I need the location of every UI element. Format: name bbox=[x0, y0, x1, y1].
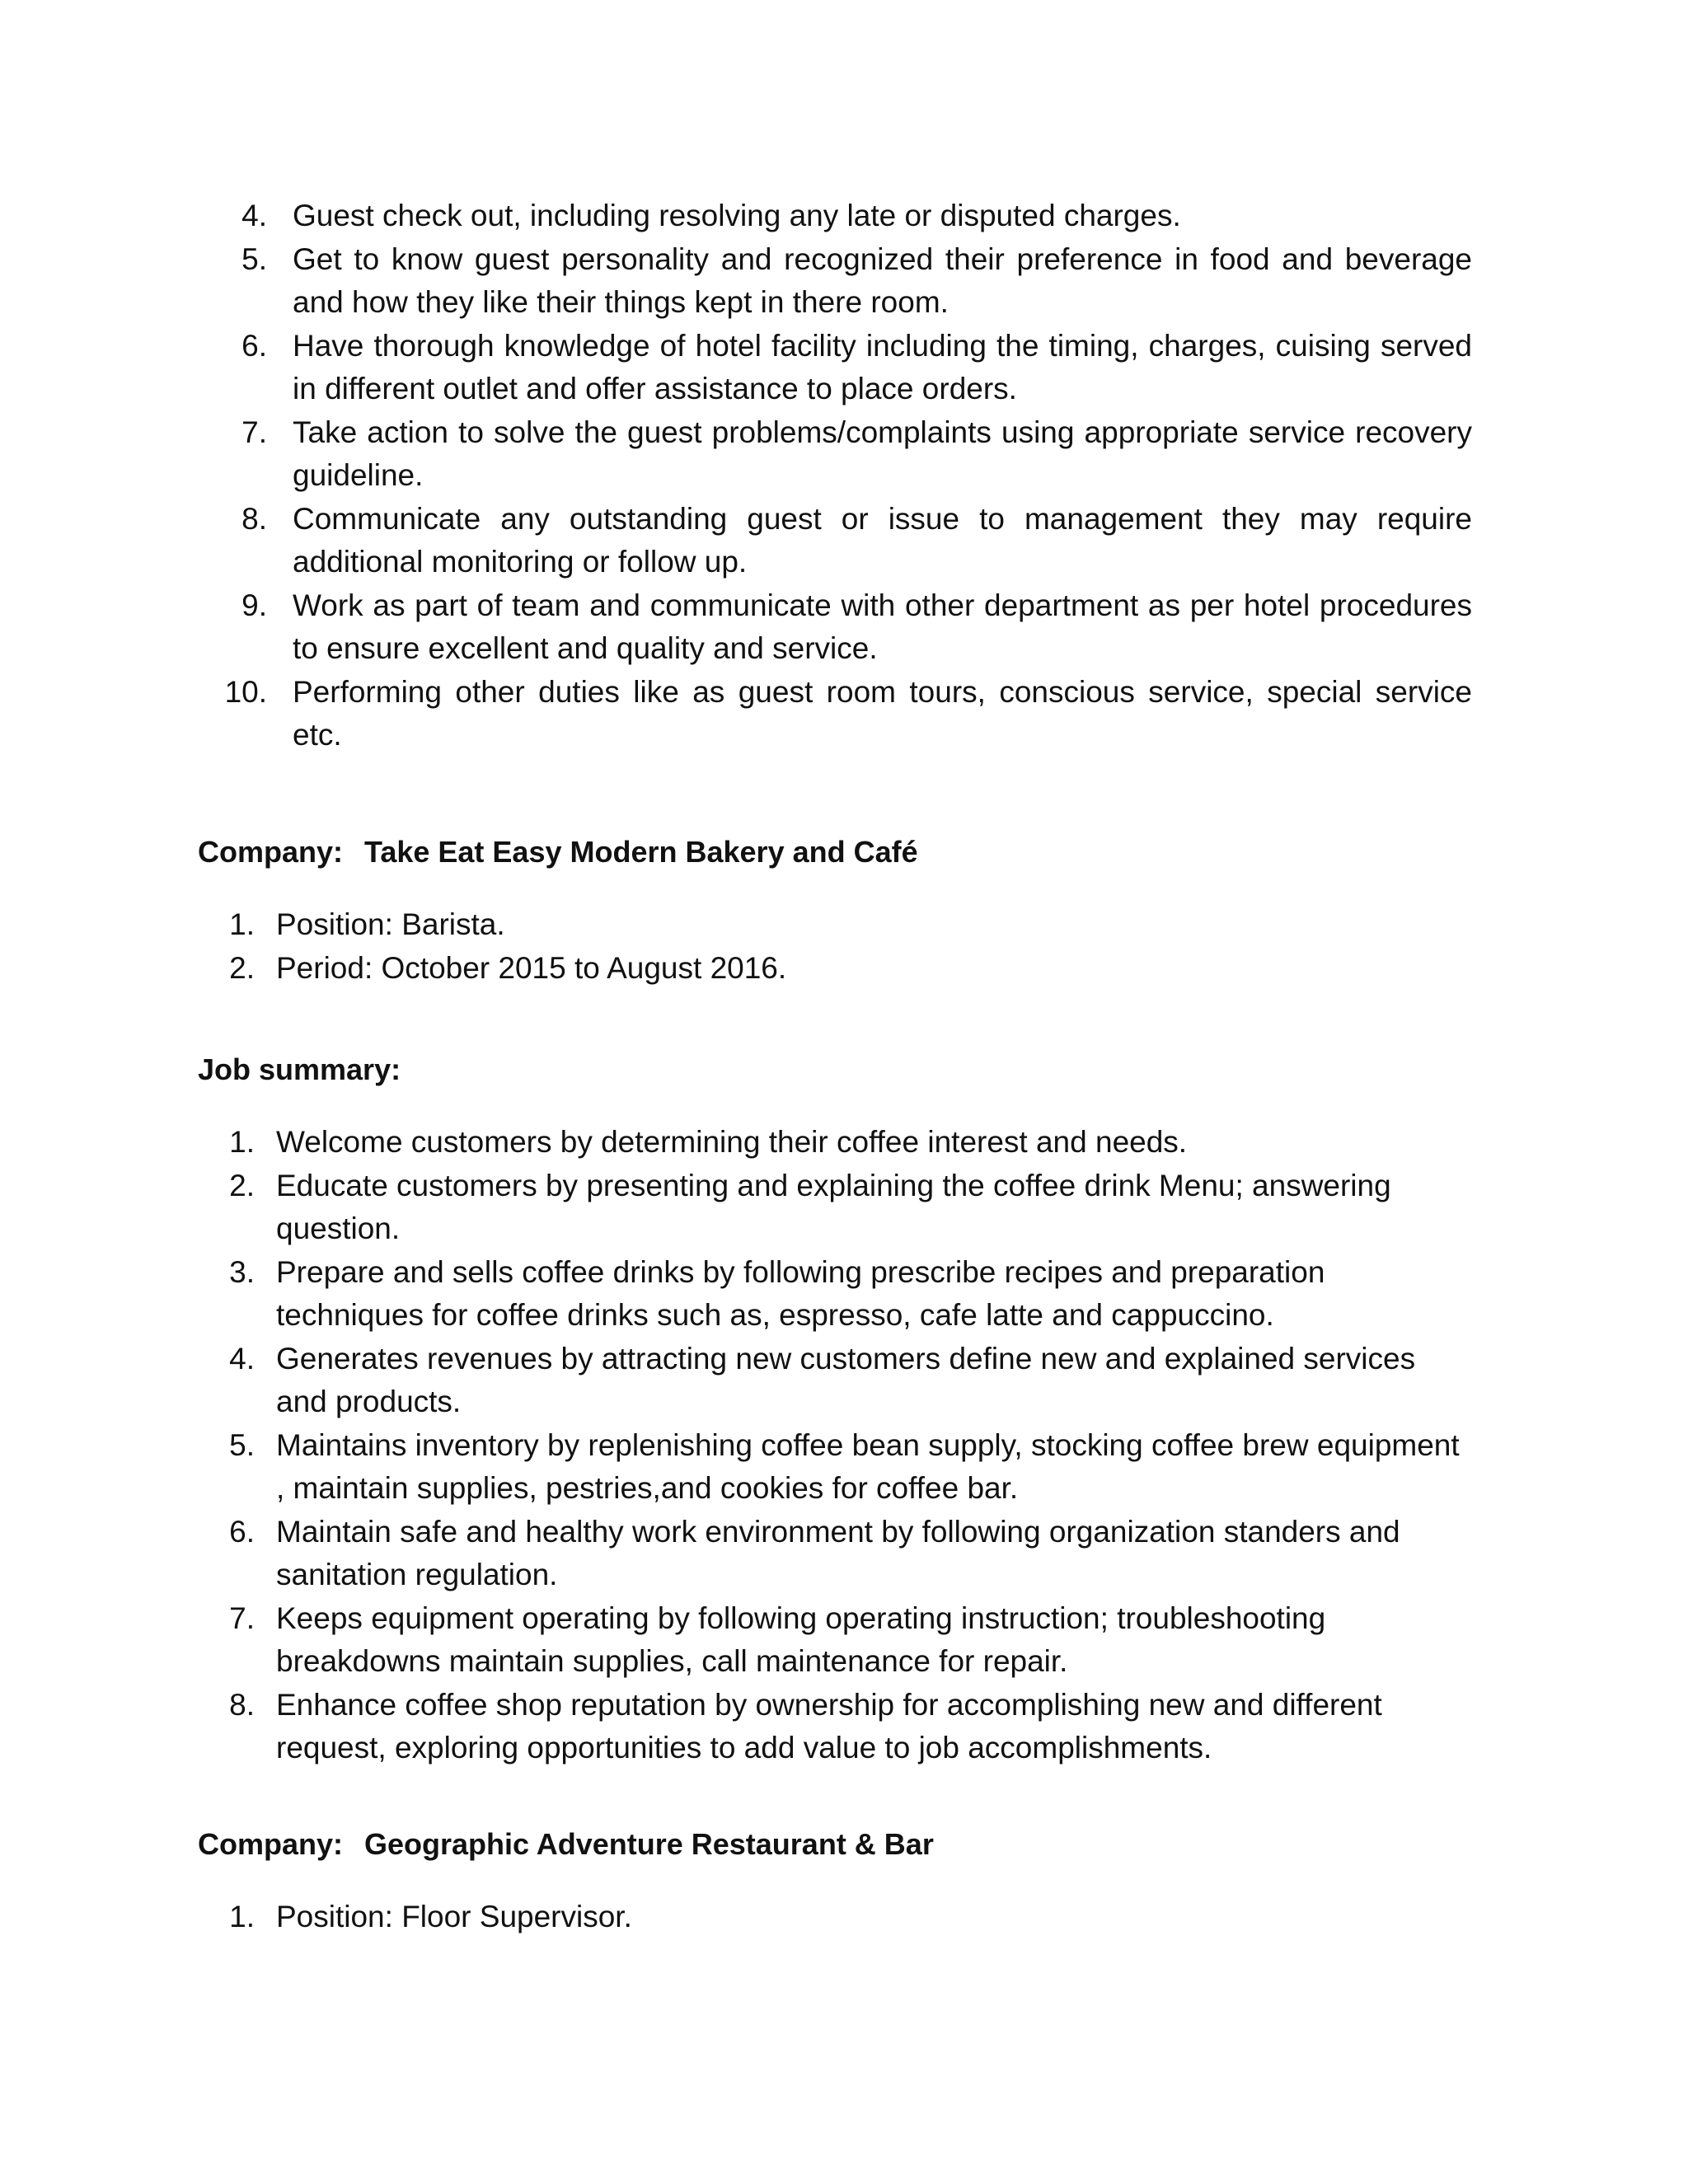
item-number: 5. bbox=[241, 241, 267, 276]
company-label: Company: bbox=[198, 835, 344, 869]
list-item bbox=[198, 1424, 1472, 1511]
list-item bbox=[198, 671, 1472, 757]
list-item bbox=[198, 325, 1472, 411]
list-item bbox=[198, 1511, 1472, 1597]
item-text: Prepare and sells coffee drinks by following prescribe recipes and preparation techniques for coffee drinks such as, espresso, cafe latte and cappuccino. bbox=[276, 1254, 1325, 1332]
item-text: Educate customers by presenting and explaining the coffee drink Menu; answering question. bbox=[276, 1168, 1391, 1245]
item-text: Welcome customers by determining their coffee interest and needs. bbox=[276, 1125, 1188, 1159]
list-item bbox=[198, 194, 1472, 238]
company-name: Geographic Adventure Restaurant & Bar bbox=[364, 1827, 934, 1861]
item-number: 7. bbox=[229, 1601, 255, 1635]
company-name: Take Eat Easy Modern Bakery and Café bbox=[364, 835, 918, 869]
item-number: 1. bbox=[229, 907, 255, 941]
company-heading bbox=[198, 831, 918, 874]
item-number: 10. bbox=[224, 674, 267, 709]
item-number: 6. bbox=[241, 328, 267, 363]
item-text: Period: October 2015 to August 2016. bbox=[276, 950, 787, 985]
list-item bbox=[198, 1251, 1472, 1338]
item-text: Position: Floor Supervisor. bbox=[276, 1900, 632, 1933]
item-number: 3. bbox=[229, 1254, 255, 1289]
item-number: 7. bbox=[241, 415, 267, 449]
item-text: Have thorough knowledge of hotel facility including the timing, charges, cuising served in different outlet and offer assistance to place orders. bbox=[293, 328, 1472, 405]
item-number: 2. bbox=[229, 950, 255, 985]
company-details-list bbox=[198, 903, 1472, 990]
item-number: 1. bbox=[229, 1900, 255, 1933]
list-item bbox=[198, 1684, 1472, 1770]
job-summary-heading: Job summary: bbox=[198, 1052, 401, 1086]
item-text: Work as part of team and communicate with other department as per hotel procedures to ensure excellent and quality and service. bbox=[293, 588, 1472, 665]
list-item bbox=[198, 498, 1472, 584]
list-item bbox=[198, 1597, 1472, 1684]
item-number: 5. bbox=[229, 1427, 255, 1462]
list-item bbox=[198, 411, 1472, 498]
item-text: Communicate any outstanding guest or issue to management they may require additional monitoring or follow up. bbox=[293, 501, 1472, 579]
company-heading bbox=[198, 1823, 934, 1866]
item-number: 8. bbox=[229, 1687, 255, 1722]
item-number: 4. bbox=[229, 1341, 255, 1376]
item-number: 6. bbox=[229, 1514, 255, 1549]
list-item bbox=[198, 1896, 1472, 1939]
item-text: Guest check out, including resolving any late or disputed charges. bbox=[293, 199, 1181, 232]
list-item bbox=[198, 238, 1472, 325]
item-number: 1. bbox=[229, 1125, 255, 1159]
item-text: Position: Barista. bbox=[276, 907, 505, 941]
list-item bbox=[198, 1165, 1472, 1251]
job-summary-list bbox=[198, 1121, 1472, 1770]
company-details-list bbox=[198, 1896, 1472, 1939]
item-text: Maintains inventory by replenishing coffee bean supply, stocking coffee brew equipment , maintain supplies, pestries,and cookies for coffee bar. bbox=[276, 1427, 1460, 1505]
list-item bbox=[198, 584, 1472, 671]
list-item bbox=[198, 903, 1472, 947]
item-number: 9. bbox=[241, 588, 267, 622]
list-item bbox=[198, 1338, 1472, 1424]
item-text: Get to know guest personality and recognized their preference in food and beverage and how they like their things kept in there room. bbox=[293, 241, 1472, 319]
item-text: Keeps equipment operating by following operating instruction; troubleshooting breakdowns maintain supplies, call maintenance for repair. bbox=[276, 1601, 1326, 1678]
item-number: 4. bbox=[241, 199, 267, 232]
item-text: Take action to solve the guest problems/complaints using appropriate service recovery guideline. bbox=[293, 415, 1472, 492]
item-text: Performing other duties like as guest room tours, conscious service, special service etc. bbox=[293, 674, 1472, 752]
item-text: Generates revenues by attracting new customers define new and explained services and products. bbox=[276, 1341, 1416, 1418]
item-number: 2. bbox=[229, 1168, 255, 1202]
list-item bbox=[198, 947, 1472, 991]
company-label: Company: bbox=[198, 1827, 344, 1861]
item-text: Maintain safe and healthy work environment by following organization standers and sanitation regulation. bbox=[276, 1514, 1400, 1591]
item-text: Enhance coffee shop reputation by ownership for accomplishing new and different request, exploring opportunities to add value to job accomplishments. bbox=[276, 1687, 1382, 1765]
responsibilities-list bbox=[198, 194, 1472, 757]
item-number: 8. bbox=[241, 501, 267, 536]
list-item bbox=[198, 1121, 1472, 1165]
